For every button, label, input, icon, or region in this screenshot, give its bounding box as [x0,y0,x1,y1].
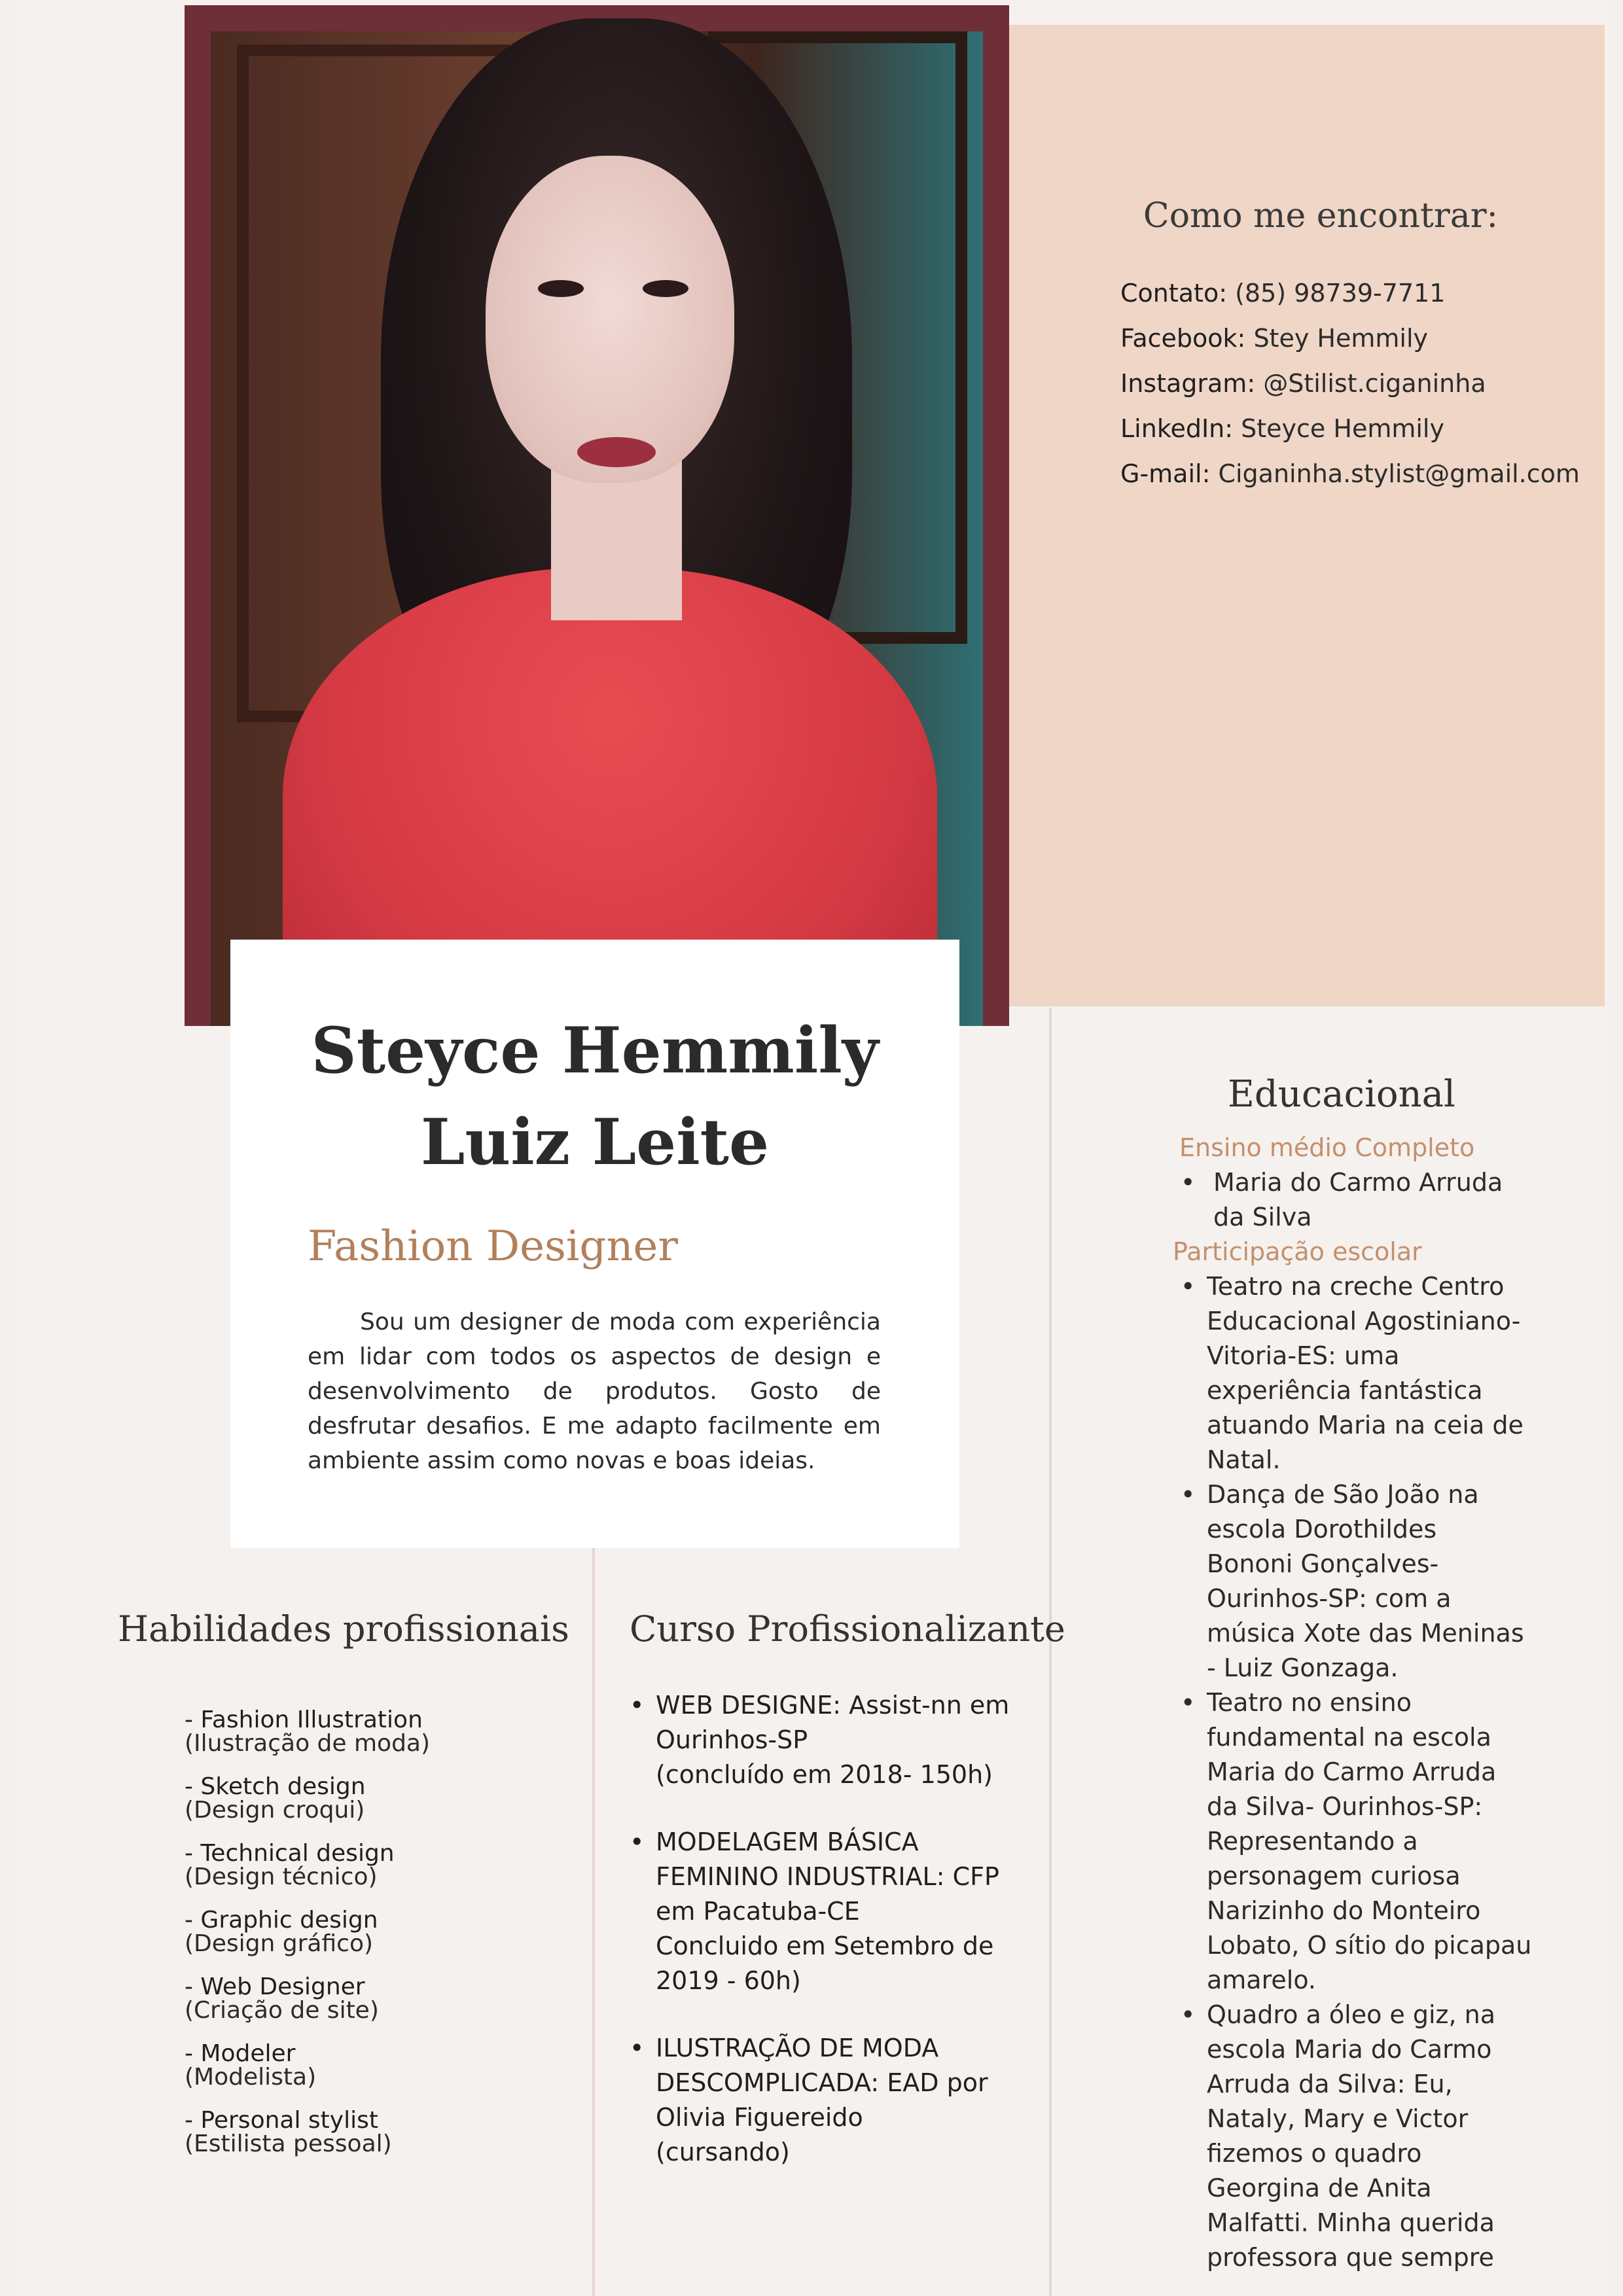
skill-item: - Graphic design (Design gráfico) [185,1907,378,1957]
skill-item: - Personal stylist (Estilista pessoal) [185,2107,392,2157]
contact-instagram: Instagram: @Stilist.ciganinha [1120,369,1486,398]
contact-gmail: G-mail: Ciganinha.stylist@gmail.com [1120,459,1580,488]
course-item: • MODELAGEM BÁSICA FEMININO INDUSTRIAL: CFP em Pacatuba-CE Concluido em Setembro de 2019 - 60h) [630,1825,1048,1998]
column-divider [592,1548,595,2296]
contact-facebook: Facebook: Stey Hemmily [1120,324,1428,353]
education-subheading: Participação escolar [1173,1237,1422,1266]
skill-item: - Web Designer (Criação de site) [185,1973,379,2024]
skill-item: - Technical design (Design técnico) [185,1840,395,1890]
courses-heading: Curso Profissionalizante [630,1608,1065,1650]
photo-lips [577,437,656,467]
column-divider [1049,1008,1052,2296]
contact-linkedin: LinkedIn: Steyce Hemmily [1120,414,1444,443]
course-item: • ILUSTRAÇÃO DE MODA DESCOMPLICADA: EAD por Olivia Figuereido (cursando) [630,2031,1048,2170]
name-card [230,940,959,1548]
skill-item: - Modeler (Modelista) [185,2040,317,2091]
contact-list [1120,271,1580,497]
contact-phone: Contato: (85) 98739-7711 [1120,279,1446,308]
skills-list [185,1708,430,2175]
education-item: • Maria do Carmo Arruda da Silva [1173,1165,1592,1235]
courses-list [630,1688,1048,2202]
skill-item: - Sketch design (Design croqui) [185,1773,366,1824]
photo-eye [538,280,584,297]
full-name: Steyce Hemmily Luiz Leite [311,1014,879,1179]
education-section [1173,1131,1592,2275]
skill-item: - Fashion Illustration (Ilustração de moda) [185,1706,431,1757]
skills-heading: Habilidades profissionais [118,1608,569,1650]
course-item: • WEB DESIGNE: Assist-nn em Ourinhos-SP (concluído em 2018- 150h) [630,1688,1048,1792]
contact-title: Como me encontrar: [1143,196,1499,236]
education-item: • Quadro a óleo e giz, na escola Maria do Carmo Arruda da Silva: Eu, Nataly, Mary e Victor fizemos o quadro Georgina de Anita Malfatti. Minha querida professora que sempre [1173,1998,1592,2275]
job-title: Fashion Designer [308,1222,678,1271]
profile-photo [185,5,1009,1026]
about-text: Sou um designer de moda com experiência em lidar com todos os aspectos de design e desenvolvimento de produtos. Gosto de desfrutar desafios. E me adapto facilmente em ambiente assim como novas e boas ideias. [308,1309,881,1474]
education-item: • Teatro na creche Centro Educacional Agostiniano- Vitoria-ES: uma experiência fantástica atuando Maria na ceia de Natal. [1173,1269,1592,1477]
contact-panel [1009,25,1605,1006]
education-item: • Dança de São João na escola Dorothildes Bononi Gonçalves- Ourinhos-SP: com a música Xote das Meninas - Luiz Gonzaga. [1173,1477,1592,1686]
education-heading: Educacional [1228,1073,1455,1116]
photo-eye [643,280,688,297]
photo-face [486,156,734,483]
education-subheading: Ensino médio Completo [1179,1133,1475,1162]
education-item: • Teatro no ensino fundamental na escola Maria do Carmo Arruda da Silva- Ourinhos-SP: Representando a personagem curiosa Narizinho do Monteiro Lobato, O sítio do picapau amarelo. [1173,1686,1592,1998]
